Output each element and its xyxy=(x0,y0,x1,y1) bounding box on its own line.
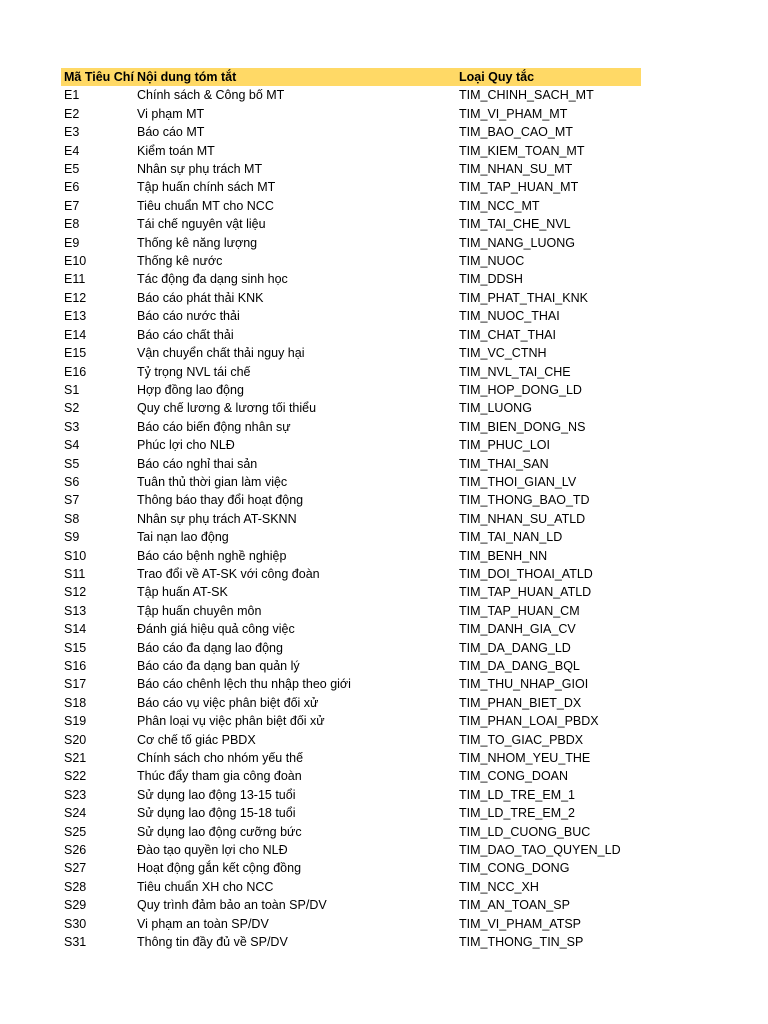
table-row xyxy=(61,841,641,859)
table-row xyxy=(61,178,641,196)
summary-cell[interactable]: Tác động đa dạng sinh học xyxy=(137,272,288,287)
summary-cell[interactable]: Tỷ trọng NVL tái chế xyxy=(137,364,251,379)
criteria-code-cell[interactable]: E12 xyxy=(64,290,87,305)
table-row xyxy=(61,749,641,767)
criteria-code-cell[interactable]: S30 xyxy=(64,916,87,931)
table-row xyxy=(61,270,641,288)
table-row xyxy=(61,344,641,362)
summary-cell[interactable]: Nhân sự phụ trách MT xyxy=(137,162,263,177)
summary-cell[interactable]: Phân loại vụ việc phân biệt đối xử xyxy=(137,714,325,729)
summary-cell[interactable]: Vi phạm MT xyxy=(137,106,205,121)
criteria-code-cell[interactable]: S23 xyxy=(64,787,87,802)
criteria-code-cell[interactable]: S10 xyxy=(64,548,87,563)
table-row xyxy=(61,565,641,583)
rule-type-cell[interactable]: TIM_AN_TOAN_SP xyxy=(459,898,570,913)
table-row xyxy=(61,620,641,638)
criteria-code-cell[interactable]: E10 xyxy=(64,254,87,269)
table-row xyxy=(61,252,641,270)
header-criteria-code[interactable]: Mã Tiêu Chí xyxy=(64,70,134,84)
table-row xyxy=(61,399,641,417)
table-row xyxy=(61,896,641,914)
criteria-code-cell[interactable]: S4 xyxy=(64,438,80,453)
criteria-code-cell[interactable]: S27 xyxy=(64,861,87,876)
criteria-code-cell[interactable]: S29 xyxy=(64,898,87,913)
summary-cell[interactable]: Tái chế nguyên vật liệu xyxy=(137,217,266,232)
summary-cell[interactable]: Thông báo thay đổi hoạt động xyxy=(137,493,304,508)
table-row xyxy=(61,307,641,325)
criteria-code-cell[interactable]: S16 xyxy=(64,659,87,673)
rule-type-cell[interactable]: TIM_TAI_NAN_LD xyxy=(459,530,563,545)
table-row xyxy=(61,105,641,123)
header-summary[interactable]: Nội dung tóm tắt xyxy=(137,70,237,84)
summary-cell[interactable]: Đánh giá hiệu quả công việc xyxy=(137,622,295,637)
criteria-code-cell[interactable]: S19 xyxy=(64,714,87,729)
table-row xyxy=(61,547,641,565)
rule-type-cell[interactable]: TIM_NHOM_YEU_THE xyxy=(459,751,591,766)
table-row xyxy=(61,326,641,344)
table-row xyxy=(61,823,641,841)
table-row xyxy=(61,639,641,657)
summary-cell[interactable]: Thúc đẩy tham gia công đoàn xyxy=(137,769,302,784)
criteria-code-cell[interactable]: E3 xyxy=(64,125,80,140)
summary-cell[interactable]: Tiêu chuẩn MT cho NCC xyxy=(137,198,274,213)
criteria-code-cell[interactable]: S22 xyxy=(64,769,87,784)
summary-cell[interactable]: Quy chế lương & lương tối thiểu xyxy=(137,401,317,416)
summary-cell[interactable]: Báo cáo nghỉ thai sản xyxy=(137,456,258,471)
summary-cell[interactable]: Tập huấn AT-SK xyxy=(137,585,228,600)
rule-type-cell[interactable]: TIM_NHAN_SU_ATLD xyxy=(459,511,586,526)
summary-cell[interactable]: Phúc lợi cho NLĐ xyxy=(137,438,235,453)
table-row xyxy=(61,418,641,436)
criteria-code-cell[interactable]: S14 xyxy=(64,622,87,637)
criteria-code-cell[interactable]: E16 xyxy=(64,364,87,379)
criteria-code-cell[interactable]: S2 xyxy=(64,401,80,416)
summary-cell[interactable]: Chính sách cho nhóm yếu thế xyxy=(137,751,304,766)
table-row xyxy=(61,767,641,785)
table-row xyxy=(61,160,641,178)
rule-type-cell[interactable]: TIM_DANH_GIA_CV xyxy=(459,622,576,637)
table-row xyxy=(61,878,641,896)
rule-type-cell[interactable]: TIM_LUONG xyxy=(459,401,532,416)
rule-type-cell[interactable]: TIM_VI_PHAM_ATSP xyxy=(459,916,582,931)
summary-cell[interactable]: Báo cáo MT xyxy=(137,125,205,140)
criteria-code-cell[interactable]: S8 xyxy=(64,511,80,526)
table-row xyxy=(61,804,641,822)
criteria-code-cell[interactable]: S13 xyxy=(64,603,87,618)
rule-type-cell[interactable]: TIM_DA_DANG_BQL xyxy=(459,659,580,673)
rule-type-cell[interactable]: TIM_TAP_HUAN_CM xyxy=(459,603,580,618)
rule-type-cell[interactable]: TIM_LD_TRE_EM_2 xyxy=(459,806,576,821)
criteria-code-cell[interactable]: E15 xyxy=(64,346,87,361)
summary-cell[interactable]: Tai nạn lao động xyxy=(137,530,229,545)
criteria-code-cell[interactable]: E7 xyxy=(64,198,80,213)
rule-type-cell[interactable]: TIM_THONG_BAO_TD xyxy=(459,493,590,508)
table-row xyxy=(61,123,641,141)
summary-cell[interactable]: Trao đổi về AT-SK với công đoàn xyxy=(137,566,320,581)
table-row xyxy=(61,528,641,546)
table-row xyxy=(61,197,641,215)
summary-cell[interactable]: Tập huấn chuyên môn xyxy=(137,603,262,618)
summary-cell[interactable]: Báo cáo vụ việc phân biệt đối xử xyxy=(137,695,319,710)
rule-type-cell[interactable]: TIM_PHAN_BIET_DX xyxy=(459,695,582,710)
table-row xyxy=(61,491,641,509)
criteria-code-cell[interactable]: E8 xyxy=(64,217,80,232)
table-row xyxy=(61,712,641,730)
rule-type-cell[interactable]: TIM_CONG_DOAN xyxy=(459,769,569,784)
summary-cell[interactable]: Báo cáo chênh lệch thu nhập theo giới xyxy=(137,677,351,692)
rule-type-cell[interactable]: TIM_NHAN_SU_MT xyxy=(459,162,573,177)
criteria-code-cell[interactable]: S26 xyxy=(64,843,87,858)
summary-cell[interactable]: Báo cáo đa dạng ban quản lý xyxy=(137,659,300,673)
summary-cell[interactable]: Sử dụng lao động 15-18 tuổi xyxy=(137,806,296,821)
criteria-code-cell[interactable]: S5 xyxy=(64,456,80,471)
header-rule-type[interactable]: Loại Quy tắc xyxy=(459,70,535,84)
rule-type-cell[interactable]: TIM_TAI_CHE_NVL xyxy=(459,217,571,232)
summary-cell[interactable]: Sử dụng lao động cưỡng bức xyxy=(137,824,302,839)
criteria-code-cell[interactable]: S9 xyxy=(64,530,80,545)
rule-type-cell[interactable]: TIM_DAO_TAO_QUYEN_LD xyxy=(459,843,621,858)
criteria-code-cell[interactable]: E9 xyxy=(64,235,80,250)
criteria-code-cell[interactable]: E6 xyxy=(64,180,80,195)
summary-cell[interactable]: Quy trình đảm bảo an toàn SP/DV xyxy=(137,898,327,913)
criteria-code-cell[interactable]: S11 xyxy=(64,566,86,581)
table-row xyxy=(61,381,641,399)
rule-type-cell[interactable]: TIM_BAO_CAO_MT xyxy=(459,125,573,140)
rule-type-cell[interactable]: TIM_NVL_TAI_CHE xyxy=(459,364,571,379)
table-row xyxy=(61,657,641,675)
rule-type-cell[interactable]: TIM_NUOC_THAI xyxy=(459,309,560,324)
rule-type-cell[interactable]: TIM_BENH_NN xyxy=(459,548,548,563)
table-row xyxy=(61,215,641,233)
criteria-table xyxy=(61,68,641,952)
summary-cell[interactable]: Tiêu chuẩn XH cho NCC xyxy=(137,879,274,894)
table-row xyxy=(61,455,641,473)
table-row xyxy=(61,933,641,951)
criteria-code-cell[interactable]: S6 xyxy=(64,474,80,489)
summary-cell[interactable]: Vi phạm an toàn SP/DV xyxy=(137,916,269,931)
rule-type-cell[interactable]: TIM_HOP_DONG_LD xyxy=(459,382,582,397)
criteria-code-cell[interactable]: E2 xyxy=(64,106,80,121)
summary-cell[interactable]: Vận chuyển chất thải nguy hại xyxy=(137,346,305,361)
rule-type-cell[interactable]: TIM_LD_TRE_EM_1 xyxy=(459,787,576,802)
summary-cell[interactable]: Tuân thủ thời gian làm việc xyxy=(137,474,288,489)
summary-cell[interactable]: Báo cáo chất thải xyxy=(137,327,234,342)
summary-cell[interactable]: Đào tạo quyền lợi cho NLĐ xyxy=(137,843,288,858)
summary-cell[interactable]: Báo cáo phát thải KNK xyxy=(137,290,264,305)
table-row xyxy=(61,583,641,601)
criteria-code-cell[interactable]: S15 xyxy=(64,640,87,655)
table-row xyxy=(61,731,641,749)
table-row xyxy=(61,786,641,804)
rule-type-cell[interactable]: TIM_CHAT_THAI xyxy=(459,327,556,342)
rule-type-cell[interactable]: TIM_PHAN_LOAI_PBDX xyxy=(459,714,599,729)
summary-cell[interactable]: Báo cáo bệnh nghề nghiệp xyxy=(137,548,287,563)
rule-type-cell[interactable]: TIM_VI_PHAM_MT xyxy=(459,106,568,121)
summary-cell[interactable]: Báo cáo đa dạng lao động xyxy=(137,640,283,655)
criteria-code-cell[interactable]: S25 xyxy=(64,824,87,839)
table-row xyxy=(61,510,641,528)
rule-type-cell[interactable]: TIM_DOI_THOAI_ATLD xyxy=(459,566,593,581)
table-row xyxy=(61,473,641,491)
rule-type-cell[interactable]: TIM_THAI_SAN xyxy=(459,456,549,471)
rule-type-cell[interactable]: TIM_NANG_LUONG xyxy=(459,235,575,250)
criteria-code-cell[interactable]: E1 xyxy=(64,88,80,103)
table-body xyxy=(61,86,641,951)
summary-cell[interactable]: Hợp đồng lao động xyxy=(137,382,244,397)
criteria-code-cell[interactable]: S17 xyxy=(64,677,87,692)
rule-type-cell[interactable]: TIM_TO_GIAC_PBDX xyxy=(459,732,584,747)
rule-type-cell[interactable]: TIM_CHINH_SACH_MT xyxy=(459,88,594,103)
summary-cell[interactable]: Báo cáo nước thải xyxy=(137,309,240,324)
summary-cell[interactable]: Sử dụng lao động 13-15 tuổi xyxy=(137,787,296,802)
criteria-code-cell[interactable]: E4 xyxy=(64,143,80,158)
table-row xyxy=(61,86,641,104)
summary-cell[interactable]: Chính sách & Công bố MT xyxy=(137,88,285,103)
table-row xyxy=(61,602,641,620)
rule-type-cell[interactable]: TIM_NCC_XH xyxy=(459,879,539,894)
rule-type-cell[interactable]: TIM_TAP_HUAN_ATLD xyxy=(459,585,592,600)
criteria-code-cell[interactable]: E5 xyxy=(64,162,80,177)
table-row xyxy=(61,289,641,307)
rule-type-cell[interactable]: TIM_VC_CTNH xyxy=(459,346,547,361)
rule-type-cell[interactable]: TIM_THOI_GIAN_LV xyxy=(459,474,577,489)
table-row xyxy=(61,915,641,933)
criteria-code-cell[interactable]: S18 xyxy=(64,695,87,710)
table-row xyxy=(61,436,641,454)
criteria-code-cell[interactable]: S12 xyxy=(64,585,87,600)
criteria-code-cell[interactable]: S7 xyxy=(64,493,80,508)
table-row xyxy=(61,859,641,877)
rule-type-cell[interactable]: TIM_CONG_DONG xyxy=(459,861,570,876)
criteria-code-cell[interactable]: E14 xyxy=(64,327,87,342)
rule-type-cell[interactable]: TIM_THONG_TIN_SP xyxy=(459,935,584,950)
criteria-code-cell[interactable]: S3 xyxy=(64,419,80,434)
table-row xyxy=(61,675,641,693)
rule-type-cell[interactable]: TIM_DA_DANG_LD xyxy=(459,640,571,655)
criteria-code-cell[interactable]: E13 xyxy=(64,309,87,324)
criteria-code-cell[interactable]: S31 xyxy=(64,935,87,950)
table-row xyxy=(61,142,641,160)
summary-cell[interactable]: Thông tin đầy đủ về SP/DV xyxy=(137,935,288,950)
summary-cell[interactable]: Cơ chế tố giác PBDX xyxy=(137,732,256,747)
table-header-row xyxy=(61,68,641,86)
summary-cell[interactable]: Nhân sự phụ trách AT-SKNN xyxy=(137,511,297,526)
criteria-code-cell[interactable]: S28 xyxy=(64,879,87,894)
rule-type-cell[interactable]: TIM_BIEN_DONG_NS xyxy=(459,419,586,434)
criteria-code-cell[interactable]: S24 xyxy=(64,806,87,821)
rule-type-cell[interactable]: TIM_LD_CUONG_BUC xyxy=(459,824,591,839)
summary-cell[interactable]: Tập huấn chính sách MT xyxy=(137,180,276,195)
rule-type-cell[interactable]: TIM_NCC_MT xyxy=(459,198,540,213)
rule-type-cell[interactable]: TIM_TAP_HUAN_MT xyxy=(459,180,579,195)
table-row xyxy=(61,363,641,381)
rule-type-cell[interactable]: TIM_DDSH xyxy=(459,272,523,287)
rule-type-cell[interactable]: TIM_PHUC_LOI xyxy=(459,438,550,453)
summary-cell[interactable]: Thống kê nước xyxy=(137,254,223,269)
summary-cell[interactable]: Báo cáo biến động nhân sự xyxy=(137,419,291,434)
table-row xyxy=(61,694,641,712)
rule-type-cell[interactable]: TIM_PHAT_THAI_KNK xyxy=(459,290,588,305)
criteria-code-cell[interactable]: S1 xyxy=(64,382,80,397)
summary-cell[interactable]: Hoạt động gắn kết cộng đồng xyxy=(137,861,302,876)
rule-type-cell[interactable]: TIM_THU_NHAP_GIOI xyxy=(459,677,589,692)
criteria-code-cell[interactable]: E11 xyxy=(64,272,86,287)
criteria-code-cell[interactable]: S20 xyxy=(64,732,87,747)
criteria-code-cell[interactable]: S21 xyxy=(64,751,87,766)
summary-cell[interactable]: Kiểm toán MT xyxy=(137,143,215,158)
summary-cell[interactable]: Thống kê năng lượng xyxy=(137,235,258,250)
rule-type-cell[interactable]: TIM_NUOC xyxy=(459,254,525,269)
table-row xyxy=(61,234,641,252)
rule-type-cell[interactable]: TIM_KIEM_TOAN_MT xyxy=(459,143,585,158)
